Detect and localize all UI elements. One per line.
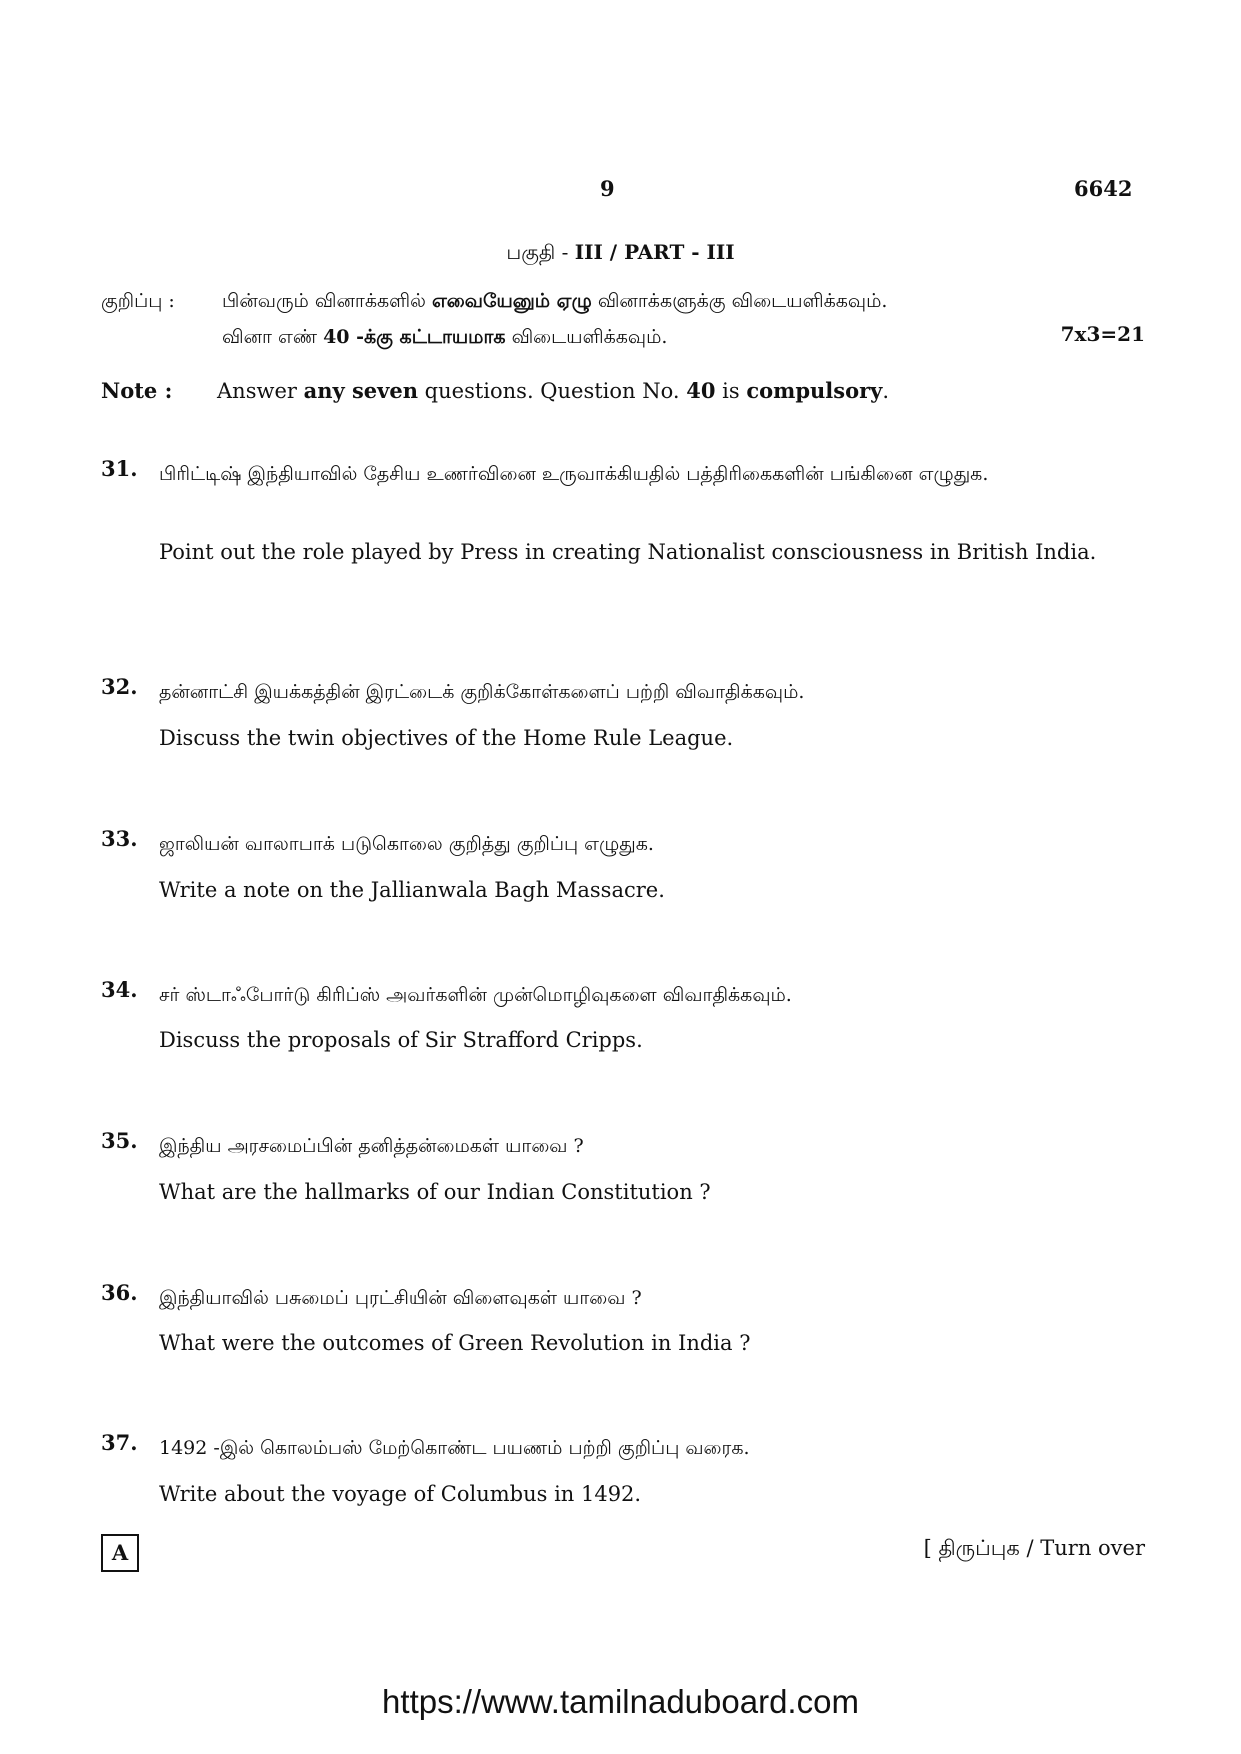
turn-over-text: [ திருப்புக / Turn over — [923, 1536, 1145, 1560]
question-tamil: இந்தியாவில் பசுமைப் புரட்சியின் விளைவுகள் யாவை ? — [159, 1287, 642, 1309]
version-box: A — [101, 1534, 139, 1572]
note-en-post: . — [882, 379, 890, 403]
question-english: Discuss the twin objectives of the Home Rule League. — [159, 726, 734, 750]
question-english: Write a note on the Jallianwala Bagh Massacre. — [159, 878, 665, 902]
note-tamil-line2-pre: வினா எண் — [222, 326, 324, 348]
question-english: What were the outcomes of Green Revolution in India ? — [159, 1331, 751, 1355]
note-tamil-line2 — [222, 326, 667, 351]
question-number: 33. — [101, 826, 138, 851]
question-tamil: ஜாலியன் வாலாபாக் படுகொலை குறித்து குறிப்பு எழுதுக. — [159, 833, 654, 855]
question-number: 36. — [101, 1280, 138, 1305]
note-tamil-line1-post: வினாக்களுக்கு விடையளிக்கவும். — [591, 290, 888, 312]
question-tamil: தன்னாட்சி இயக்கத்தின் இரட்டைக் குறிக்கோள்களைப் பற்றி விவாதிக்கவும். — [159, 681, 805, 703]
note-tamil-line2-post: விடையளிக்கவும். — [505, 326, 668, 348]
part-title-english: III / PART - III — [574, 240, 735, 264]
question-number: 31. — [101, 456, 138, 481]
question-number: 35. — [101, 1128, 138, 1153]
question-number: 37. — [101, 1430, 138, 1455]
note-en-mid: questions. Question No. — [418, 379, 687, 403]
note-tamil-line2-bold: 40 -க்கு கட்டாயமாக — [323, 326, 506, 348]
note-tamil-label: குறிப்பு : — [101, 290, 175, 312]
paper-code: 6642 — [1074, 176, 1133, 201]
question-tamil: இந்திய அரசமைப்பின் தனித்தன்மைகள் யாவை ? — [159, 1135, 584, 1157]
note-english-label: Note : — [101, 378, 173, 403]
question-english: Point out the role played by Press in creating Nationalist consciousness in British India. — [159, 540, 1097, 564]
question-english: What are the hallmarks of our Indian Constitution ? — [159, 1180, 711, 1204]
question-english: Write about the voyage of Columbus in 1492. — [159, 1482, 642, 1506]
question-english: Discuss the proposals of Sir Strafford Cripps. — [159, 1028, 643, 1052]
part-title-tamil: பகுதி - — [506, 240, 575, 264]
question-number: 34. — [101, 977, 138, 1002]
note-en-pre: Answer — [217, 379, 304, 403]
page-number: 9 — [600, 176, 615, 201]
marks-scheme: 7x3=21 — [1060, 322, 1145, 346]
note-en-mid2: is — [715, 379, 747, 403]
note-tamil-line1-pre: பின்வரும் வினாக்களில் — [222, 290, 432, 312]
note-tamil-line1-bold: எவையேனும் ஏழு — [431, 290, 592, 312]
note-en-bold2: 40 — [686, 378, 716, 403]
note-tamil-line1 — [222, 290, 887, 315]
note-english — [217, 378, 889, 403]
question-tamil: சர் ஸ்டாஃபோர்டு கிரிப்ஸ் அவர்களின் முன்மொழிவுகளை விவாதிக்கவும். — [159, 984, 792, 1006]
note-en-bold3: compulsory — [746, 378, 883, 403]
part-title — [0, 240, 1241, 267]
question-tamil: 1492 -இல் கொலம்பஸ் மேற்கொண்ட பயணம் பற்றி குறிப்பு வரைக. — [159, 1437, 750, 1459]
note-en-bold1: any seven — [303, 378, 418, 403]
source-url: https://www.tamilnaduboard.com — [382, 1683, 859, 1720]
question-tamil: பிரிட்டிஷ் இந்தியாவில் தேசிய உணர்வினை உருவாக்கியதில் பத்திரிகைகளின் பங்கினை எழுதுக. — [159, 463, 989, 485]
question-number: 32. — [101, 674, 138, 699]
